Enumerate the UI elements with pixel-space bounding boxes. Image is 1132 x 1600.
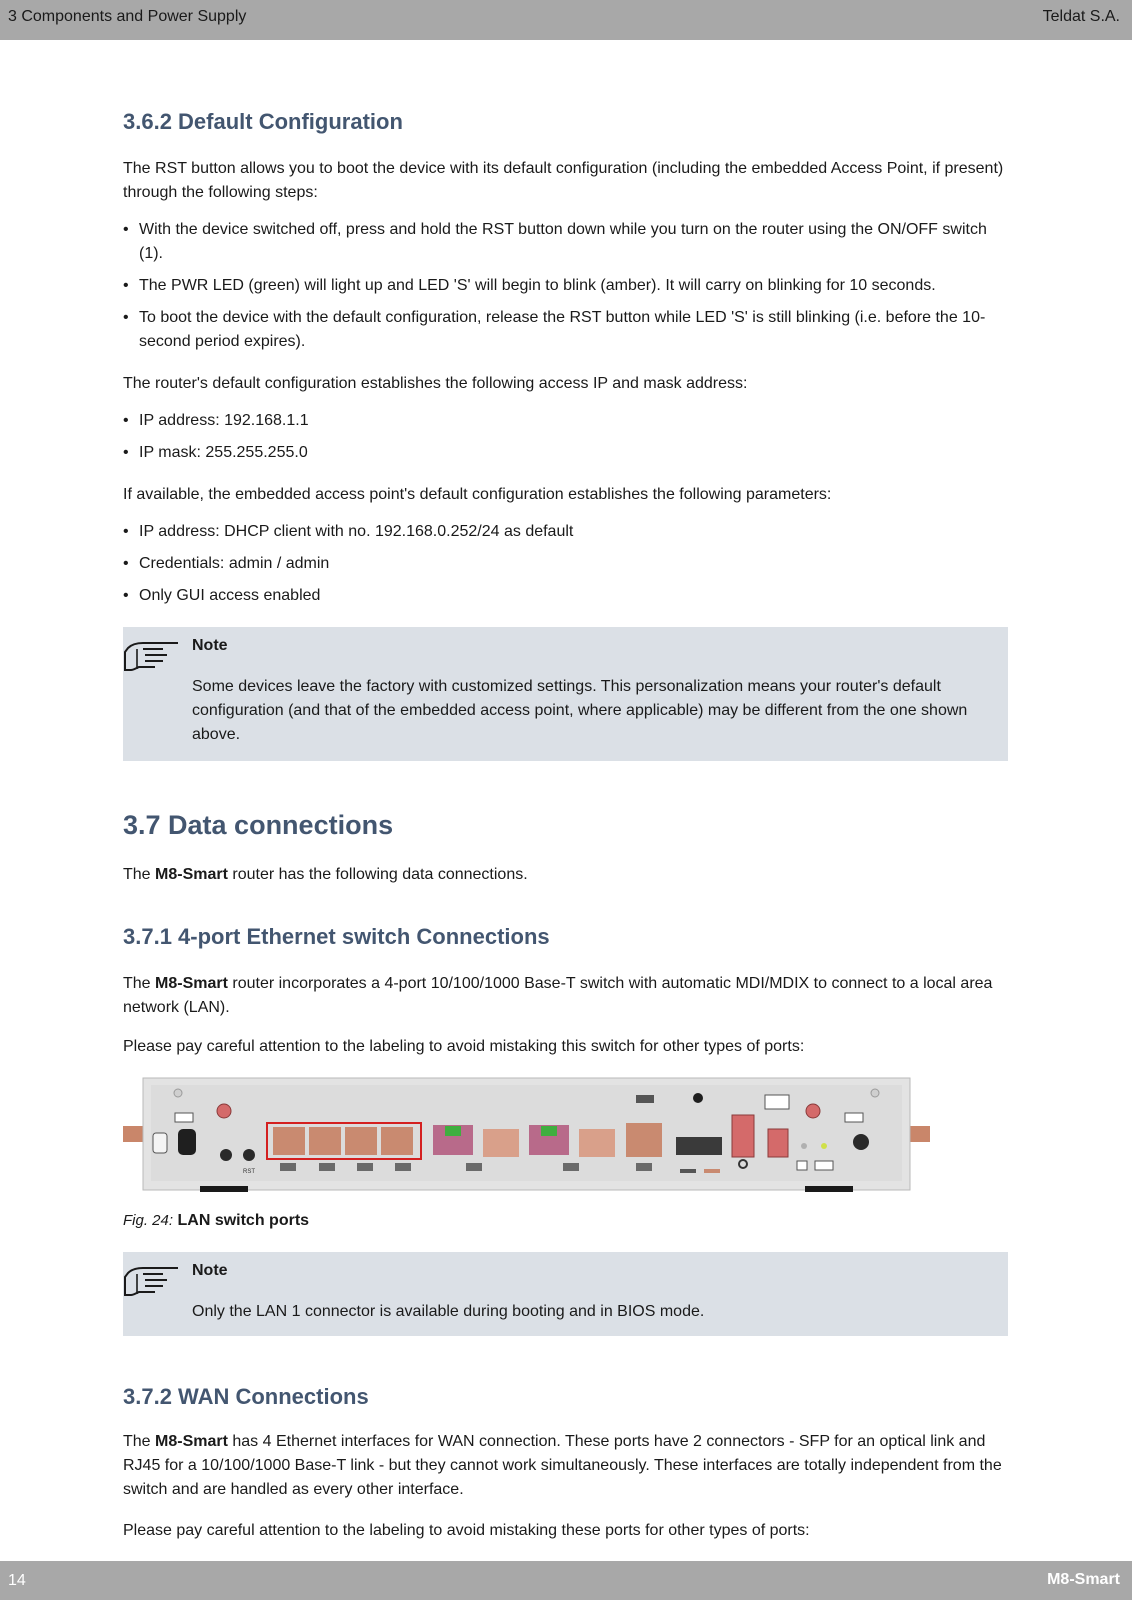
section-heading-3-7-2: 3.7.2 WAN Connections — [123, 1384, 369, 1409]
svg-text:RST: RST — [243, 1169, 255, 1175]
list-item: • Only GUI access enabled — [123, 587, 321, 604]
paragraph: The router's default configuration establishes the following access IP and mask address: — [123, 375, 748, 392]
pointing-hand-icon — [123, 639, 179, 673]
note-title: Note — [192, 1262, 228, 1279]
note-body: Only the LAN 1 connector is available during booting and in BIOS mode. — [192, 1303, 705, 1320]
note-box — [123, 1252, 1008, 1336]
figure-caption — [123, 1212, 309, 1230]
pointing-hand-icon — [123, 1264, 179, 1298]
paragraph: Please pay careful attention to the labeling to avoid mistaking this switch for other types of ports: — [123, 1038, 805, 1055]
note-title: Note — [192, 637, 228, 654]
list-item: • IP address: 192.168.1.1 — [123, 412, 309, 429]
page-number: 14 — [8, 1572, 26, 1589]
header-chapter: 3 Components and Power Supply — [8, 8, 247, 25]
footer-product: M8-Smart — [1047, 1571, 1120, 1588]
router-rear-panel-image — [123, 1077, 930, 1193]
list-item: • The PWR LED (green) will light up and LED 'S' will begin to blink (amber). It will carry on blinking for 10 seconds. — [123, 277, 936, 294]
section-heading-3-7: 3.7 Data connections — [123, 810, 394, 840]
paragraph: The RST button allows you to boot the device with its default configuration (including the embedded Access Point, if present) through the following steps: — [123, 160, 1004, 201]
page-header — [0, 0, 1132, 40]
section-heading-3-6-2: 3.6.2 Default Configuration — [123, 109, 403, 134]
section-heading-3-7-1: 3.7.1 4-port Ethernet switch Connections — [123, 924, 550, 949]
note-body: Some devices leave the factory with customized settings. This personalization means your router's default configuration (and that of the embedded access point, where applicable) may be different from the one shown above. — [192, 678, 968, 743]
figure-router-rear-panel — [123, 1077, 930, 1193]
note-box — [123, 627, 1008, 761]
figure-title: LAN switch ports — [177, 1212, 310, 1229]
list-item: • IP address: DHCP client with no. 192.168.0.252/24 as default — [123, 523, 574, 540]
paragraph: Please pay careful attention to the labeling to avoid mistaking these ports for other types of ports: — [123, 1522, 810, 1539]
paragraph: The M8-Smart router incorporates a 4-port 10/100/1000 Base-T switch with automatic MDI/MDIX to connect to a local area network (LAN). — [123, 975, 993, 1016]
paragraph: If available, the embedded access point's default configuration establishes the following parameters: — [123, 486, 832, 503]
list-item: • IP mask: 255.255.255.0 — [123, 444, 308, 461]
header-company: Teldat S.A. — [1042, 8, 1120, 25]
page-footer — [0, 1561, 1132, 1600]
list-item: • To boot the device with the default configuration, release the RST button while LED 'S' is still blinking (i.e. before the 10-second period expires). — [123, 309, 986, 350]
list-item: • Credentials: admin / admin — [123, 555, 330, 572]
paragraph: The M8-Smart has 4 Ethernet interfaces for WAN connection. These ports have 2 connectors - SFP for an optical link and RJ45 for a 10/100/1000 Base-T link - but they cannot work simultaneously. These interfaces are totally independent from the switch and are handled as every other interface. — [123, 1433, 1002, 1498]
list-item: • With the device switched off, press and hold the RST button down while you turn on the router using the ON/OFF switch (1). — [123, 221, 987, 262]
figure-number: Fig. 24: — [123, 1212, 174, 1229]
paragraph: The M8-Smart router has the following data connections. — [123, 866, 528, 883]
